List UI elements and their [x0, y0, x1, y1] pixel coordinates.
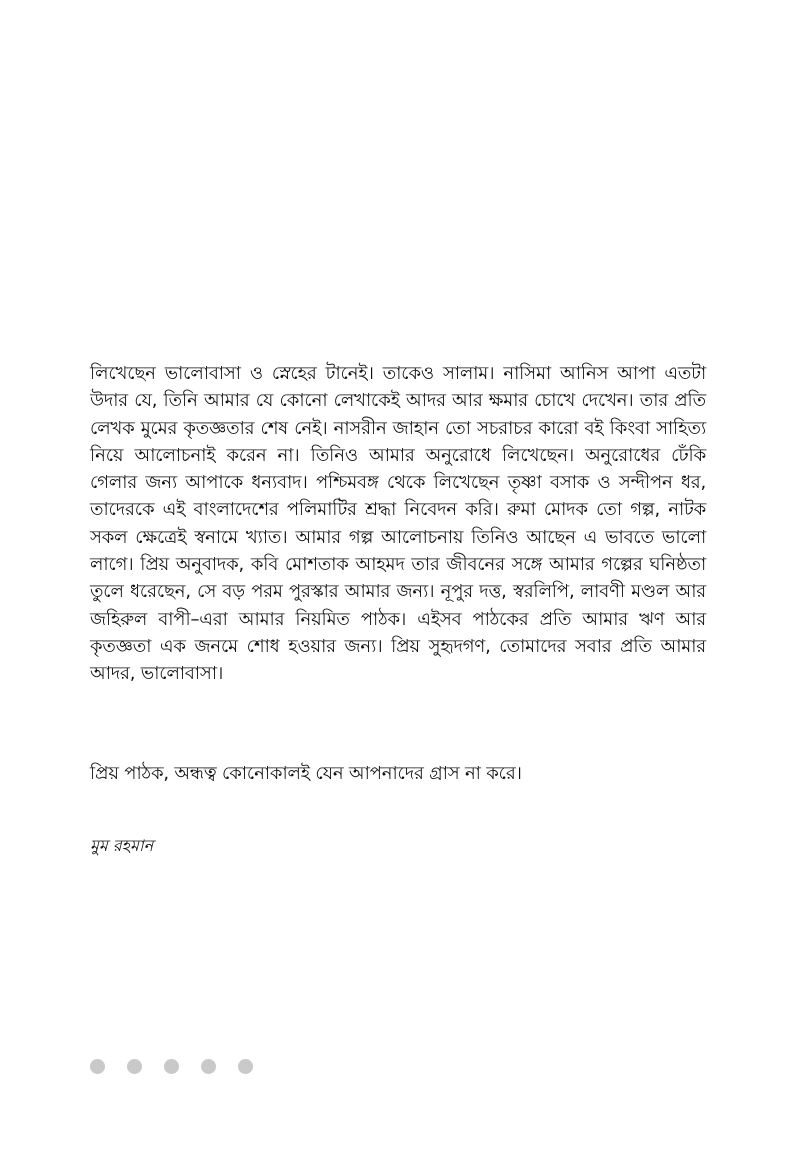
- body-paragraph-closing: প্রিয় পাঠক, অন্ধত্ব কোনোকালই যেন আপনাদের গ্রাস না করে।: [90, 763, 522, 784]
- author-signature: মুম রহমান: [90, 836, 154, 855]
- decorative-dots: [90, 1059, 253, 1074]
- dot-ornament-icon: [90, 1059, 105, 1074]
- dot-ornament-icon: [127, 1059, 142, 1074]
- dot-ornament-icon: [164, 1059, 179, 1074]
- body-paragraph-acknowledgements: লিখেছেন ভালোবাসা ও স্নেহের টানেই। তাকেও সালাম। নাসিমা আনিস আপা এতটা উদার যে, তিনি আমার যে কোনো লেখাকেই আদর আর ক্ষমার চোখে দেখেন। তার প্রতি লেখক মুমের কৃতজ্ঞতার শেষ নেই। নাসরীন জাহান তো সচরাচর কারো বই কিংবা সাহিত্য নিয়ে আলোচনাই করেন না। তিনিও আমার অনুরোধে লিখেছেন। অনুরোধের ঢেঁকি গেলার জন্য আপাকে ধন্যবাদ। পশ্চিমবঙ্গ থেকে লিখেছেন তৃষ্ণা বসাক ও সন্দীপন ধর, তাদেরকে এই বাংলাদেশের পলিমাটির শ্রদ্ধা নিবেদন করি। রুমা মোদক তো গল্প, নাটক সকল ক্ষেত্রেই স্বনামে খ্যাত। আমার গল্প আলোচনায় তিনিও আছেন এ ভাবতে ভালো লাগে। প্রিয় অনুবাদক, কবি মোশতাক আহমদ তার জীবনের সঙ্গে আমার গল্পের ঘনিষ্ঠতা তুলে ধরেছেন, সে বড় পরম পুরস্কার আমার জন্য। নূপুর দত্ত, স্বরলিপি, লাবণী মণ্ডল আর জহিরুল বাপী–এরা আমার নিয়মিত পাঠক। এইসব পাঠকের প্রতি আমার ঋণ আর কৃতজ্ঞতা এক জনমে শোধ হওয়ার জন্য। প্রিয় সুহৃদগণ, তোমাদের সবার প্রতি আমার আদর, ভালোবাসা।: [90, 363, 706, 685]
- dot-ornament-icon: [201, 1059, 216, 1074]
- dot-ornament-icon: [238, 1059, 253, 1074]
